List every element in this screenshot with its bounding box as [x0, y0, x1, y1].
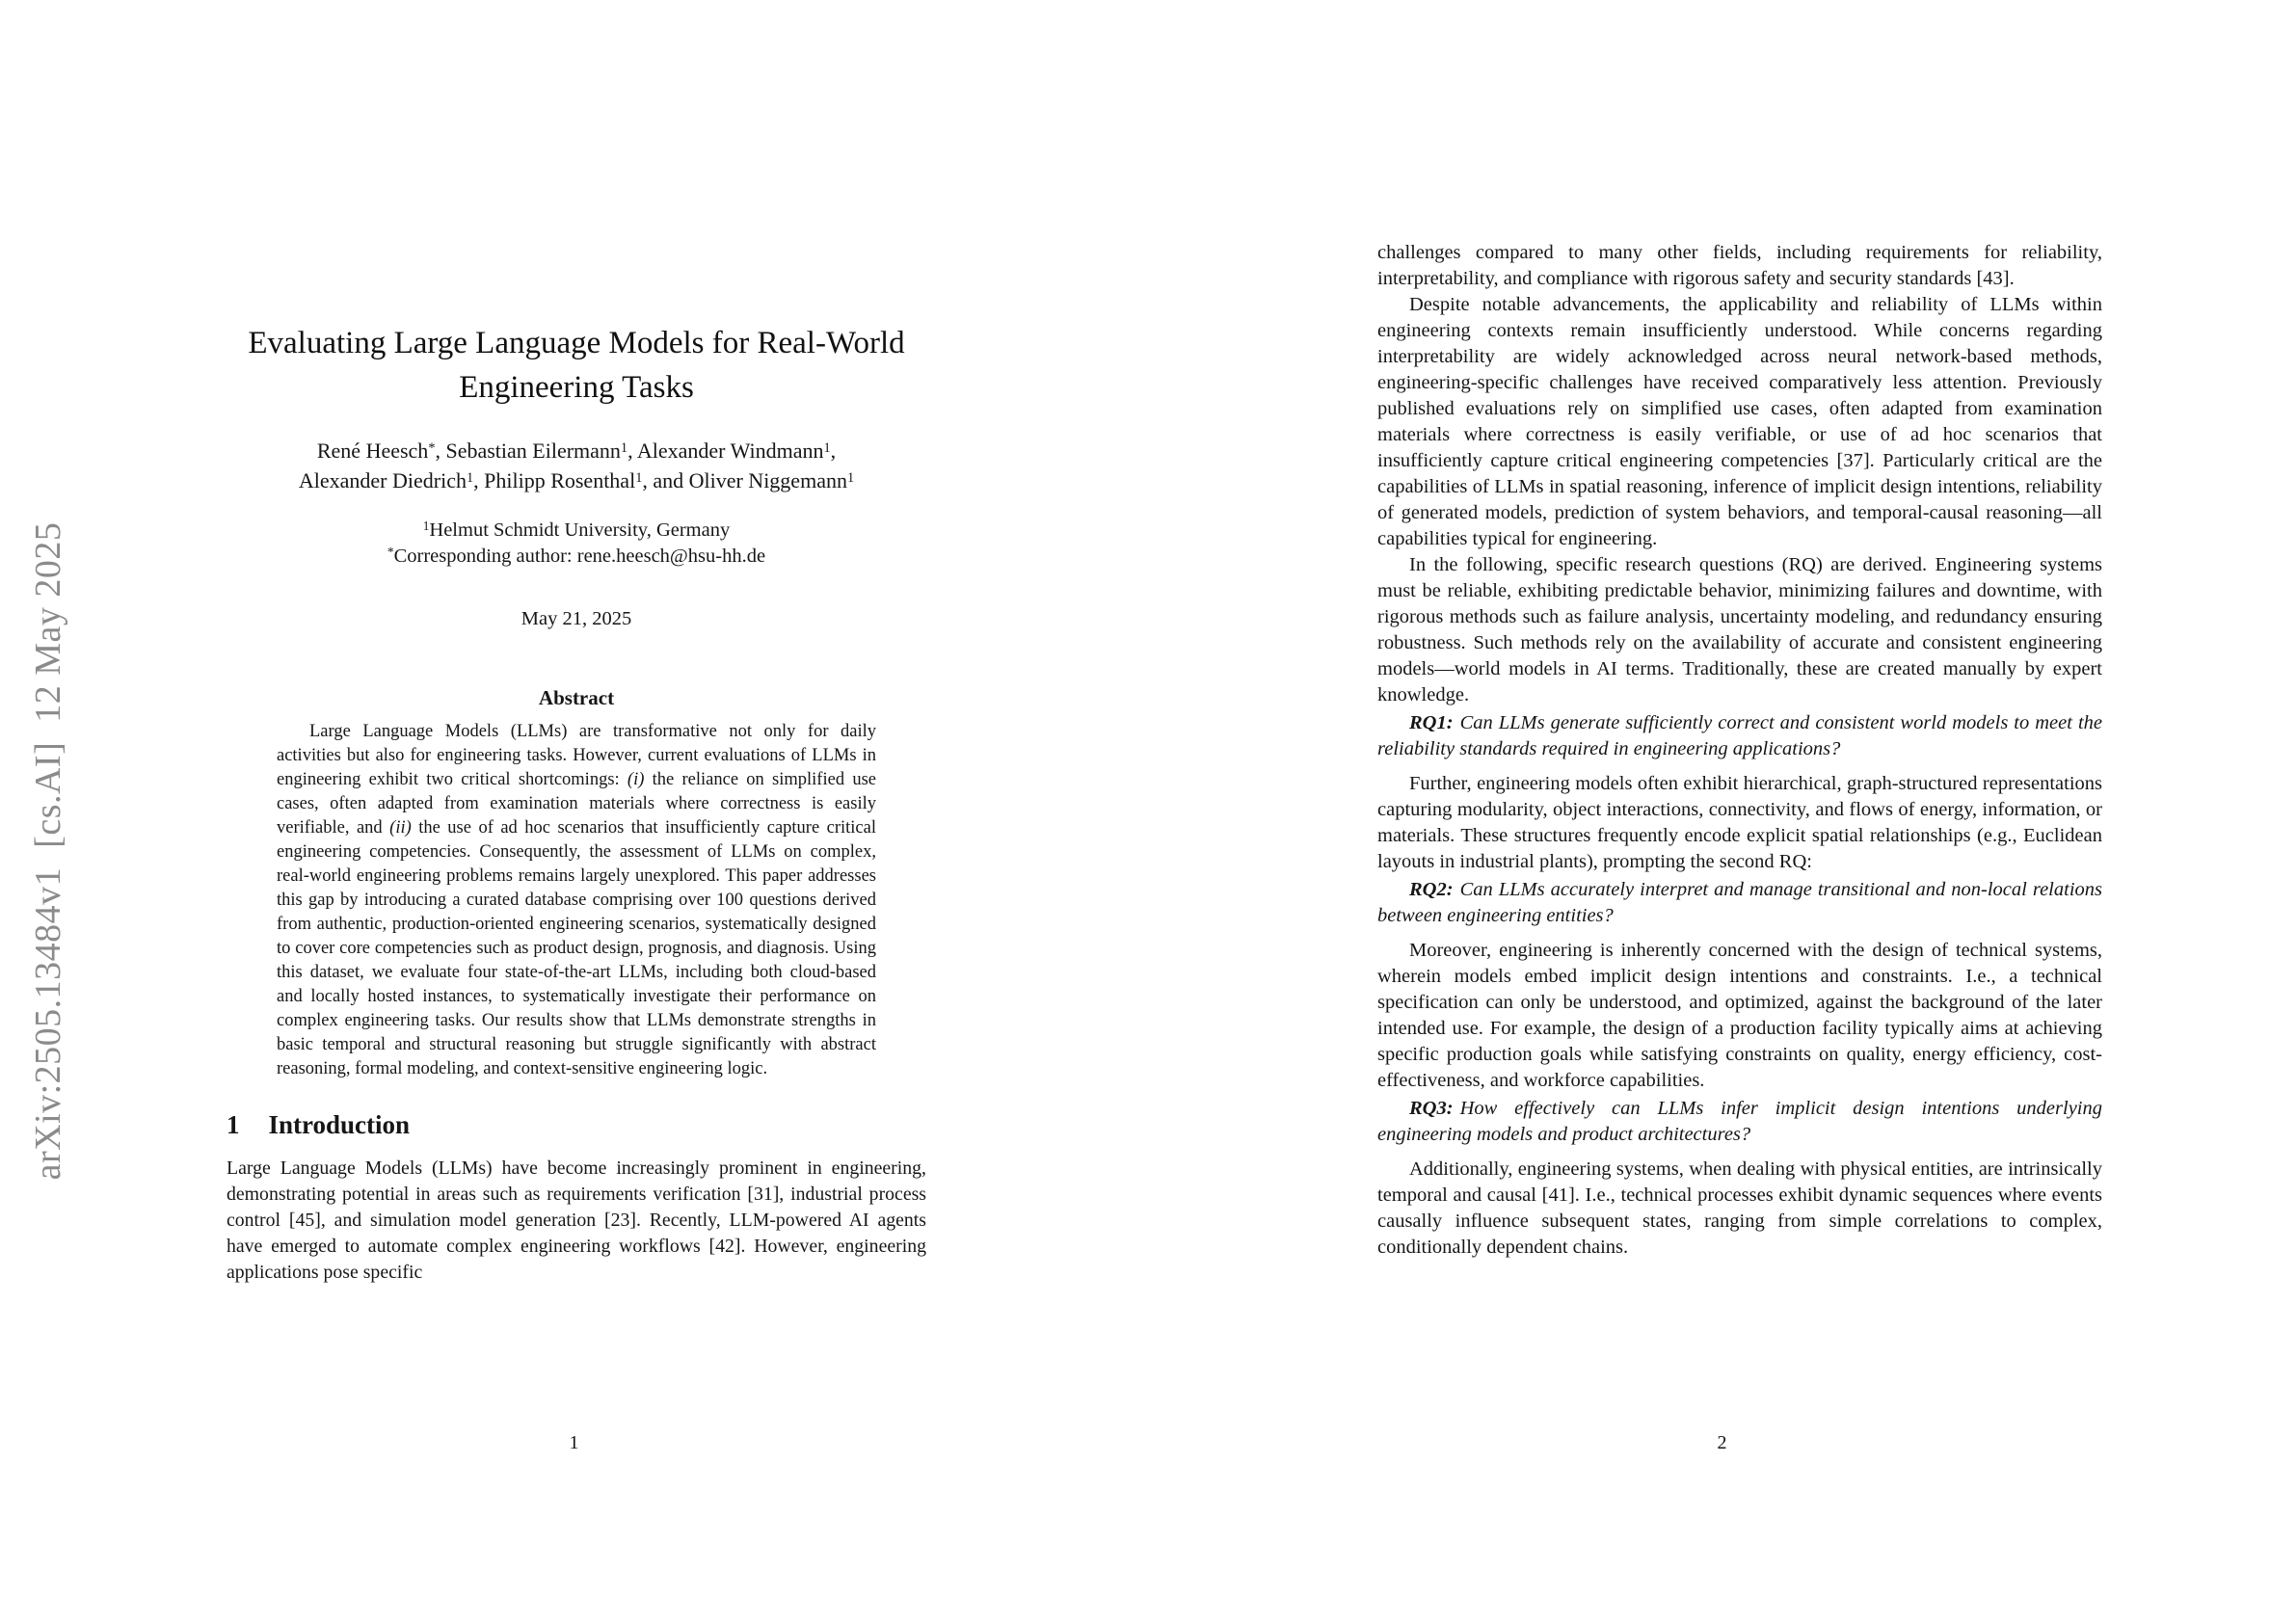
publication-date: May 21, 2025	[521, 608, 632, 629]
affiliation-block	[227, 518, 926, 570]
rq1-label: RQ1:	[1409, 712, 1454, 733]
arxiv-watermark: arXiv:2505.13484v1 [cs.AI] 12 May 2025	[28, 521, 68, 1181]
affiliation: $^1$Helmut Schmidt University, Germany	[422, 519, 731, 541]
rq2-text: Can LLMs accurately interpret and manage transitional and non-local relations between engineering entities?	[1377, 879, 2102, 926]
corresponding-author: *Corresponding author: rene.heesch@hsu-hh.de	[387, 545, 766, 567]
research-question-1	[1377, 710, 2102, 762]
research-question-3	[1377, 1096, 2102, 1148]
author-line-2: Alexander Diedrich$^1$, Philipp Rosenthal$^1$, and Oliver Niggemann$^1$	[298, 468, 855, 492]
paragraph: Additionally, engineering systems, when dealing with physical entities, are intrinsically temporal and causal [41]. I.e., technical processes exhibit dynamic sequences where events causally influence subsequent states, ranging from simple correlations to complex, conditionally dependent chains.	[1377, 1158, 2102, 1258]
section-number: 1	[227, 1110, 240, 1139]
page-2-number: 2	[1717, 1432, 1727, 1453]
section-title: Introduction	[268, 1110, 411, 1139]
section-heading-introduction	[227, 1110, 926, 1140]
paragraph: Moreover, engineering is inherently concerned with the design of technical systems, wherein models embed implicit design intentions and constraints. I.e., a technical specification can only be understood, and optimized, against the background of the later intended use. For example, the design of a production facility typically aims at achieving specific production goals while satisfying constraints on quality, energy efficiency, cost-effectiveness, and workforce capabilities.	[1377, 940, 2102, 1091]
page-1	[227, 0, 926, 1286]
abstract-heading: Abstract	[538, 686, 615, 709]
rq1-text: Can LLMs generate sufficiently correct and consistent world models to meet the reliability standards required in engineering applications?	[1377, 712, 2102, 759]
paper-title: Evaluating Large Language Models for Real-World Engineering Tasks	[248, 326, 905, 405]
rq3-text: How effectively can LLMs infer implicit design intentions underlying engineering models and product architectures?	[1377, 1098, 2102, 1145]
rq3-label: RQ3:	[1409, 1098, 1454, 1119]
abstract-text: Large Language Models (LLMs) are transformative not only for daily activities but also for engineering tasks. However, current evaluations of LLMs in engineering exhibit two critical shortcomings: (i) the reliance on simplified use cases, often adapted from examination materials where correctness is easily verifiable, and (ii) the use of ad hoc scenarios that insufficiently capture critical engineering competencies. Consequently, the assessment of LLMs on complex, real-world engineering problems remains largely unexplored. This paper addresses this gap by introducing a curated database comprising over 100 questions derived from authentic, production-oriented engineering scenarios, systematically designed to cover core competencies such as product design, prognosis, and diagnosis. Using this dataset, we evaluate four state-of-the-art LLMs, including both cloud-based and locally hosted instances, to systematically investigate their performance on complex engineering tasks. Our results show that LLMs demonstrate strengths in basic temporal and structural reasoning but struggle significantly with abstract reasoning, formal modeling, and context-sensitive engineering logic.	[277, 722, 876, 1078]
rq2-label: RQ2:	[1409, 879, 1454, 900]
page-2	[1377, 240, 2102, 1261]
research-question-2	[1377, 877, 2102, 929]
introduction-paragraph: Large Language Models (LLMs) have become increasingly prominent in engineering, demonstrating potential in areas such as requirements verification [31], industrial process control [45], and simulation model generation [23]. Recently, LLM-powered AI agents have emerged to automate complex engineering workflows [42]. However, engineering applications pose specific	[227, 1157, 926, 1283]
page-1-number: 1	[569, 1432, 579, 1453]
paragraph: Despite notable advancements, the applicability and reliability of LLMs within engineering contexts remain insufficiently understood. While concerns regarding interpretability are widely acknowledged across neural network-based methods, engineering-specific challenges have received comparatively less attention. Previously published evaluations rely on simplified use cases, often adapted from examination materials where correctness is easily verifiable, or use of ad hoc scenarios that insufficiently capture critical engineering competencies [37]. Particularly critical are the capabilities of LLMs in spatial reasoning, inference of implicit design intentions, reliability of generated models, prediction of system behaviors, and temporal-causal reasoning—all capabilities typical for engineering.	[1377, 294, 2102, 549]
author-list	[227, 436, 926, 495]
author-line-1: René Heesch*, Sebastian Eilermann$^1$, Alexander Windmann$^1$,	[316, 439, 837, 463]
paragraph: Further, engineering models often exhibit hierarchical, graph-structured representations capturing modularity, object interactions, connectivity, and flows of energy, information, or materials. These structures frequently encode explicit spatial relationships (e.g., Euclidean layouts in industrial plants), prompting the second RQ:	[1377, 773, 2102, 872]
paragraph: In the following, specific research questions (RQ) are derived. Engineering systems must be reliable, exhibiting predictable behavior, minimizing failures and downtime, with rigorous methods such as failure analysis, uncertainty modeling, and redundancy ensuring robustness. Such methods rely on the availability of accurate and consistent engineering models—world models in AI terms. Traditionally, these are created manually by expert knowledge.	[1377, 554, 2102, 705]
paragraph: challenges compared to many other fields, including requirements for reliability, interpretability, and compliance with rigorous safety and security standards [43].	[1377, 242, 2102, 289]
